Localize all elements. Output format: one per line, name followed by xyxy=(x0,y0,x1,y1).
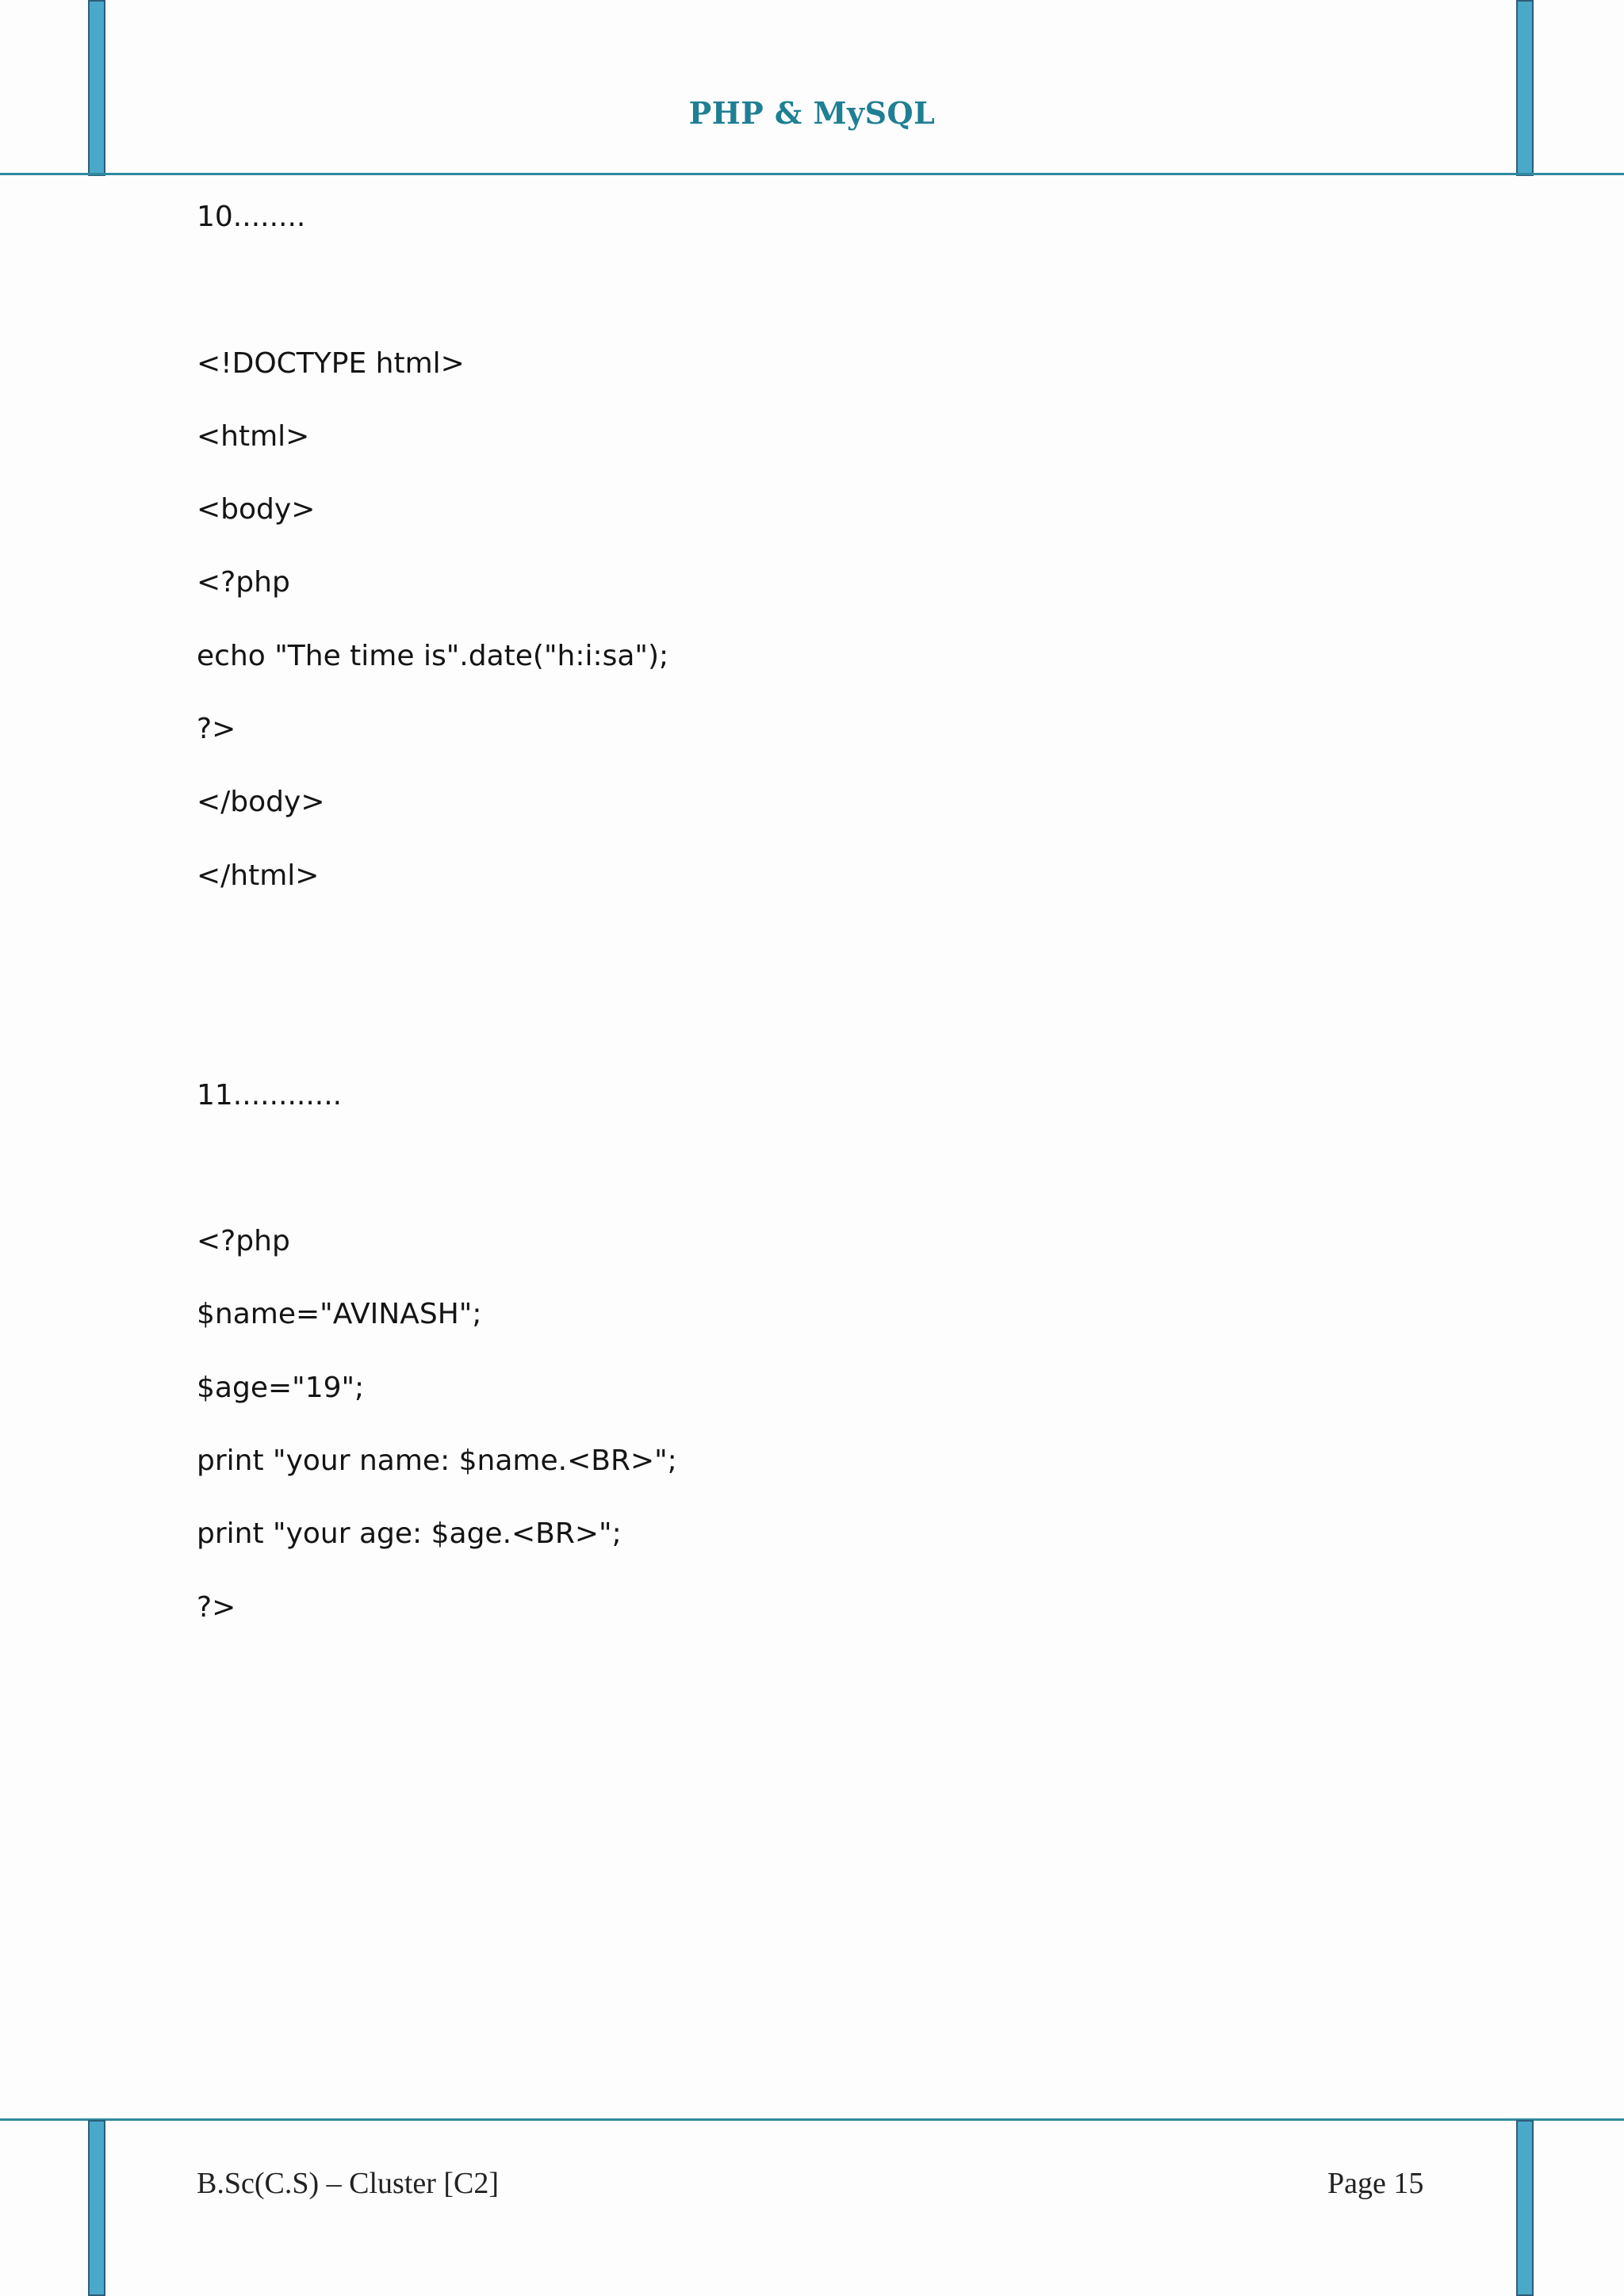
page-header-title: PHP & MySQL xyxy=(688,95,936,131)
code-line: </html> xyxy=(197,859,320,892)
code-line: ?> xyxy=(197,1591,236,1624)
decorative-bar-bottom-right xyxy=(1516,2120,1534,2296)
decorative-bar-top-right xyxy=(1516,0,1534,176)
footer-page-number: Page 15 xyxy=(1327,2167,1424,2200)
code-line: <?php xyxy=(197,566,290,599)
code-line: print "your age: $age.<BR>"; xyxy=(197,1517,622,1550)
code-line: <!DOCTYPE html> xyxy=(197,347,465,380)
code-line: <?php xyxy=(197,1225,290,1257)
code-line: $age="19"; xyxy=(197,1372,365,1404)
section-heading: 11............ xyxy=(197,1079,343,1112)
code-line: print "your name: $name.<BR>"; xyxy=(197,1445,677,1477)
code-line: echo "The time is".date("h:i:sa"); xyxy=(197,640,669,672)
section-heading: 10........ xyxy=(197,201,306,233)
code-line: </body> xyxy=(197,786,325,818)
code-line: <body> xyxy=(197,493,316,526)
decorative-bar-bottom-left xyxy=(88,2120,105,2296)
header-divider xyxy=(0,173,1624,175)
code-line: $name="AVINASH"; xyxy=(197,1298,482,1330)
code-line: ?> xyxy=(197,713,236,745)
footer-divider xyxy=(0,2118,1624,2121)
footer-course-label: B.Sc(C.S) – Cluster [C2] xyxy=(197,2167,500,2200)
decorative-bar-top-left xyxy=(88,0,105,176)
code-line: <html> xyxy=(197,420,310,453)
